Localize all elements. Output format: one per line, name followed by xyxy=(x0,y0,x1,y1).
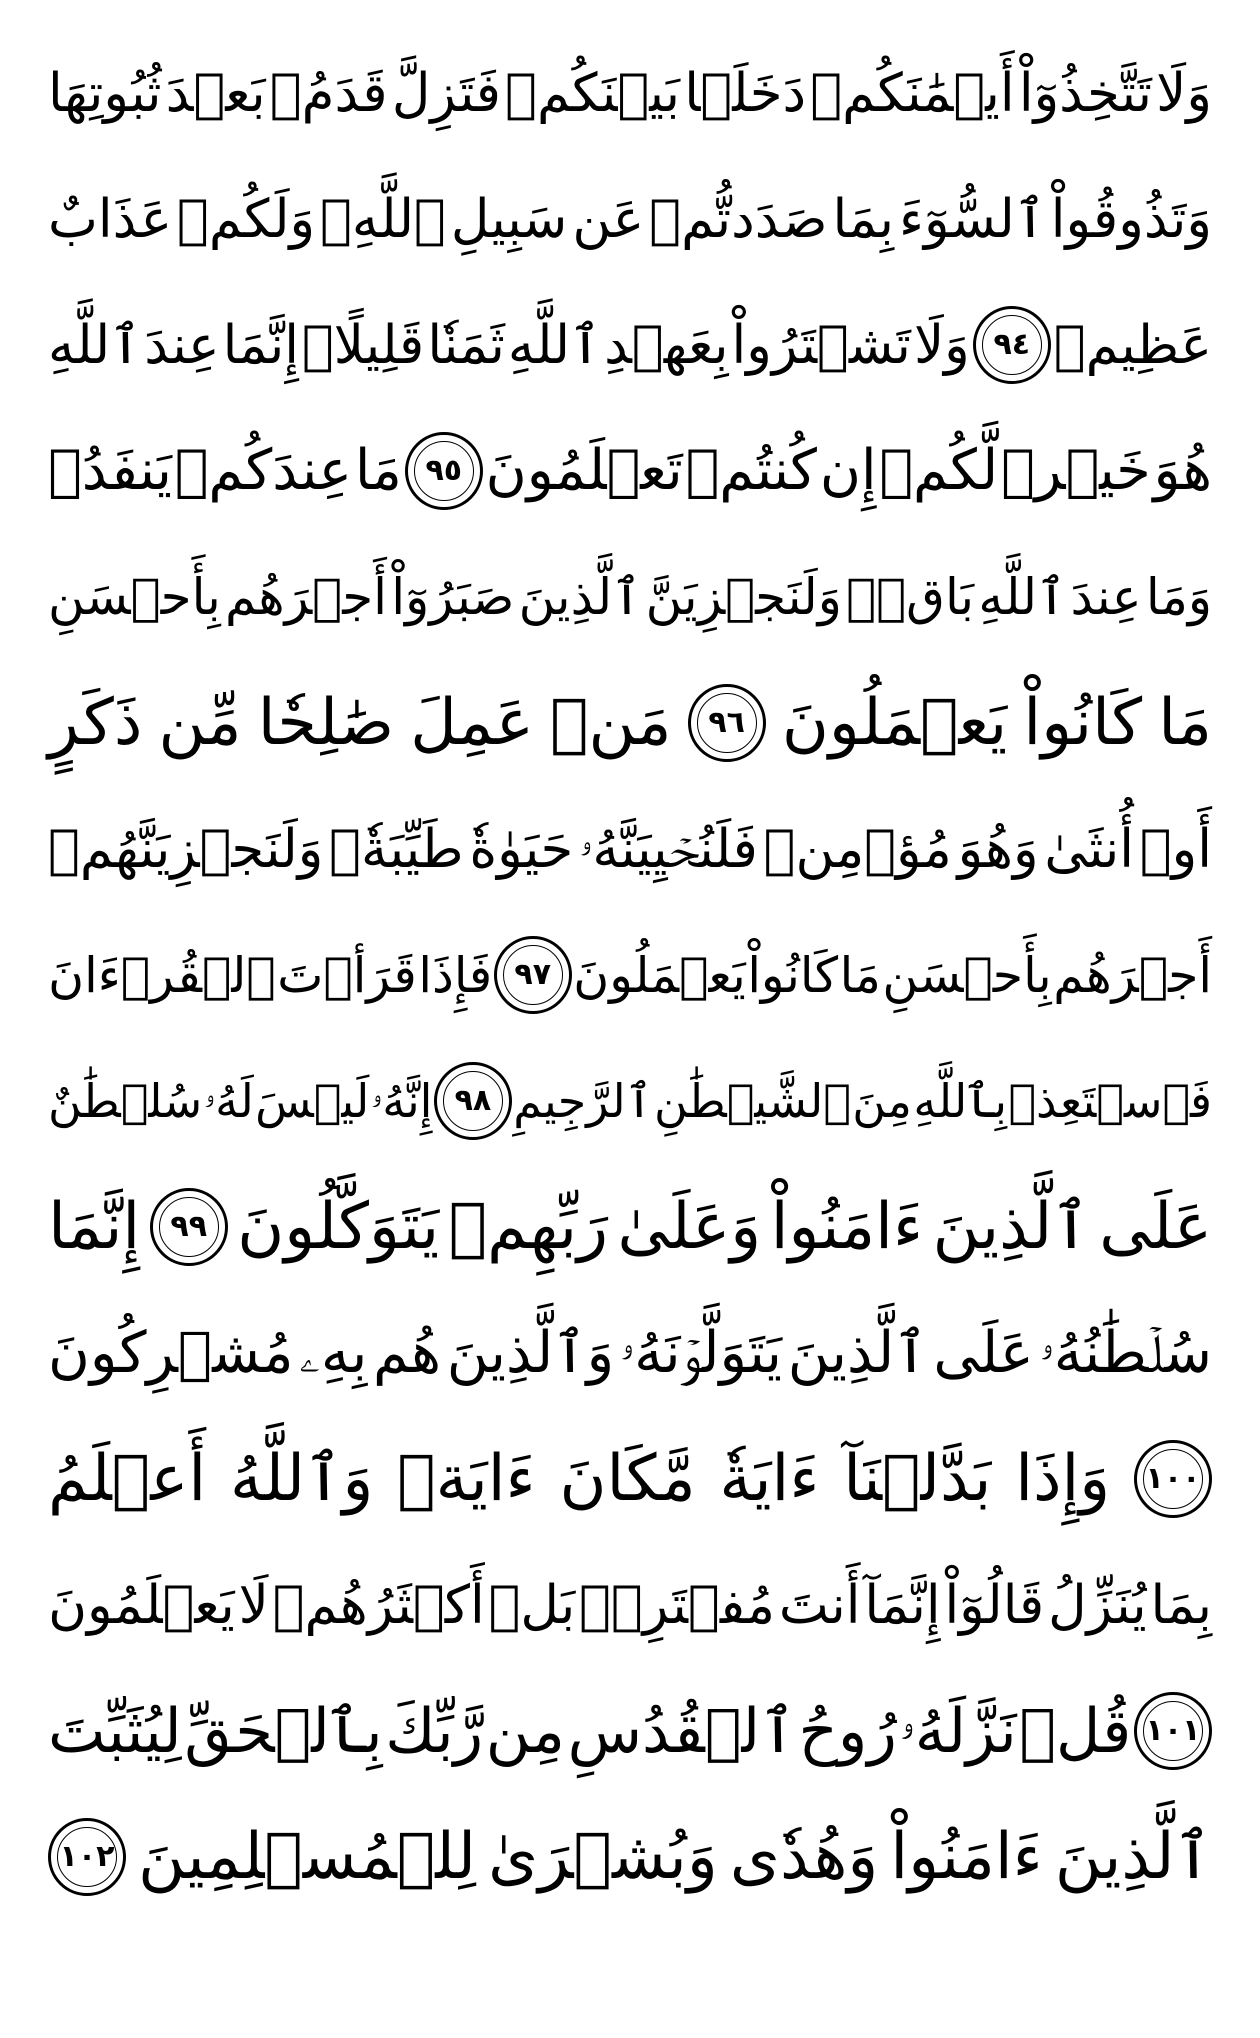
word: بِٱلۡحَقِّ xyxy=(184,1695,383,1767)
word: ثُبُوتِهَا xyxy=(48,62,162,124)
ayah-number-marker: ٩٥ xyxy=(405,432,483,510)
word: ٱلرَّجِيمِ xyxy=(513,1074,653,1128)
word: أُنثَىٰ xyxy=(1044,818,1135,880)
word: بِٱللَّهِ xyxy=(913,1074,1008,1128)
word: لِلۡمُسۡلِمِينَ xyxy=(138,1820,476,1894)
word: صَٰلِحٗا xyxy=(257,686,395,760)
word: بَيۡنَكُمۡ xyxy=(505,62,681,124)
word: يَعۡلَمُونَ xyxy=(48,1574,235,1636)
ayah-number-marker: ١٠١ xyxy=(1134,1692,1212,1770)
word: مُؤۡمِنٞ xyxy=(763,818,952,880)
word: ٱلشَّيۡطَٰنِ xyxy=(653,1074,851,1128)
text-line xyxy=(48,1542,1212,1668)
word: أَجۡرَهُم xyxy=(224,568,387,626)
word: بَلۡ xyxy=(488,1574,576,1636)
word: ٱلَّذِينَ xyxy=(1054,1820,1212,1894)
word: سُلۡطَٰنٌ xyxy=(48,1074,203,1128)
word: ٱلَّذِينَ xyxy=(932,1190,1090,1264)
ayah-number-marker: ٩٨ xyxy=(434,1062,512,1140)
word: لِيُثَبِّتَ xyxy=(48,1695,182,1767)
word: عَلَى xyxy=(1099,1190,1212,1264)
word: وَعَلَىٰ xyxy=(617,1190,762,1264)
word: سَبِيلِ xyxy=(450,188,568,250)
word: قَرَأۡتَ xyxy=(277,946,417,1004)
word: ٱلسُّوٓءَ xyxy=(899,188,1046,250)
word: مَنۡ xyxy=(550,686,672,760)
word: عَذَابٌ xyxy=(48,188,173,250)
ayah-number-marker: ٩٦ xyxy=(688,684,766,762)
word: قَدَمُۢ xyxy=(269,62,388,124)
word: بَعۡدَ xyxy=(165,62,266,124)
word: لَيۡسَ xyxy=(255,1074,370,1128)
word: أَكۡثَرُهُمۡ xyxy=(272,1574,485,1636)
word: قَلِيلًاۚ xyxy=(301,314,425,376)
word: عِندَ xyxy=(1070,568,1142,626)
text-line xyxy=(48,30,1212,156)
ayah-number-marker: ١٠٠ xyxy=(1134,1440,1212,1518)
word: دَخَلَۢا xyxy=(684,62,807,124)
word: حَيَوٰةٗ xyxy=(469,818,574,880)
word: ءَامَنُواْ xyxy=(770,1190,924,1264)
text-line xyxy=(48,660,1212,786)
word: فَتَزِلَّ xyxy=(391,62,501,124)
text-line xyxy=(48,1290,1212,1416)
word: وَٱلَّذِينَ xyxy=(446,1319,615,1386)
word: ذَكَرٍ xyxy=(48,686,143,760)
text-line xyxy=(48,1038,1212,1164)
word: وَٱللَّهُ xyxy=(230,1442,374,1516)
text-line xyxy=(48,408,1212,534)
word: بِمَا xyxy=(832,188,895,250)
word: تَعۡلَمُونَ xyxy=(485,438,683,503)
word: وَلَنَجۡزِيَنَّ xyxy=(645,568,842,626)
word: صَبَرُوٓاْ xyxy=(391,568,515,626)
word: لَّكُمۡ xyxy=(879,438,999,503)
word: أَنتَ xyxy=(778,1574,861,1636)
word: مِن xyxy=(485,1695,565,1767)
word: فَإِذَا xyxy=(418,946,493,1004)
word: يَعۡمَلُونَ xyxy=(781,686,1008,760)
word: بِعَهۡدِ xyxy=(604,314,729,376)
text-line xyxy=(48,156,1212,282)
ayah-number-marker: ٩٧ xyxy=(494,936,572,1014)
word: تَشۡتَرُواْ xyxy=(731,314,911,376)
word: وَبُشۡرَىٰ xyxy=(488,1820,718,1894)
word: وَهُوَ xyxy=(957,818,1039,880)
word: إِنَّمَآ xyxy=(864,1574,941,1636)
word: عَن xyxy=(572,188,645,250)
word: وَتَذُوقُواْ xyxy=(1050,188,1212,250)
word: صَدَدتُّمۡ xyxy=(649,188,828,250)
word: ٱلۡقُرۡءَانَ xyxy=(48,946,276,1004)
word: إِن xyxy=(819,438,877,503)
word: ٱلَّذِينَ xyxy=(787,1319,928,1386)
word: يُنَزِّلُ xyxy=(1048,1574,1147,1636)
word: كَانُواْ xyxy=(1023,686,1143,760)
text-line xyxy=(48,1668,1212,1794)
word: عَظِيمٞ xyxy=(1053,314,1212,376)
word: مُشۡرِكُونَ xyxy=(48,1319,294,1386)
word: مَا xyxy=(1158,686,1212,760)
ayah-number-marker: ١٠٢ xyxy=(48,1818,126,1896)
text-line xyxy=(48,282,1212,408)
word: مِّن xyxy=(158,686,242,760)
word: ثَمَنٗا xyxy=(427,314,505,376)
word: هُم xyxy=(373,1319,442,1386)
word: رَبِّهِمۡ xyxy=(448,1190,608,1264)
word: قَالُوٓاْ xyxy=(944,1574,1045,1636)
word: ٱللَّهِ xyxy=(48,314,142,376)
word: وَلَا xyxy=(913,314,970,376)
word: سُلۡطَٰنُهُۥ xyxy=(1039,1319,1212,1386)
word: ٱللَّهِ xyxy=(507,314,602,376)
ayah-number-marker: ٩٩ xyxy=(150,1188,228,1266)
word: لَهُۥ xyxy=(203,1074,254,1128)
word: إِنَّمَا xyxy=(48,1190,141,1264)
word: بَاقٖۗ xyxy=(846,568,975,626)
word: ٱلۡقُدُسِ xyxy=(567,1695,796,1767)
word: وَهُدٗى xyxy=(729,1820,879,1894)
word: عِندَكُمۡ xyxy=(174,438,352,503)
word: وَمَا xyxy=(1145,568,1212,626)
word: بِهِۦ xyxy=(299,1319,368,1386)
word: وَلَكُمۡ xyxy=(177,188,316,250)
text-line xyxy=(48,534,1212,660)
word: فَلَنُحۡيِيَنَّهُۥ xyxy=(579,818,758,880)
word: يَعۡمَلُونَ xyxy=(573,946,746,1004)
word: بَدَّلۡنَآ xyxy=(843,1442,992,1516)
word: بِأَحۡسَنِ xyxy=(48,568,221,626)
word: لَا xyxy=(238,1574,269,1636)
word: نَزَّلَهُۥ xyxy=(899,1695,1017,1767)
word: أَعۡلَمُ xyxy=(48,1442,207,1516)
word: ءَايَةٗ xyxy=(719,1442,820,1516)
word: بِأَحۡسَنِ xyxy=(882,946,1052,1004)
word: مَا xyxy=(839,946,881,1004)
word: طَيِّبَةٗۖ xyxy=(329,818,464,880)
word: يَتَوَلَّوۡنَهُۥ xyxy=(619,1319,783,1386)
text-line xyxy=(48,912,1212,1038)
text-line xyxy=(48,1416,1212,1542)
word: ٱللَّهِۖ xyxy=(320,188,446,250)
word: عِندَ xyxy=(144,314,220,376)
word: مِنَ xyxy=(852,1074,912,1128)
word: ءَامَنُواْ xyxy=(890,1820,1043,1894)
word: هُوَ xyxy=(1153,438,1212,503)
word: كُنتُمۡ xyxy=(685,438,817,503)
word: وَلَا xyxy=(1156,62,1212,124)
word: ٱللَّهِ xyxy=(978,568,1067,626)
word: كَانُواْ xyxy=(747,946,839,1004)
ayah-number-marker: ٩٤ xyxy=(973,306,1051,384)
word: ٱلَّذِينَ xyxy=(518,568,642,626)
word: مَا xyxy=(354,438,402,503)
word: مُفۡتَرِۭۚ xyxy=(579,1574,776,1636)
text-line xyxy=(48,786,1212,912)
word: عَلَى xyxy=(933,1319,1034,1386)
word: بِمَا xyxy=(1150,1574,1212,1636)
word: إِنَّمَا xyxy=(222,314,299,376)
word: ءَايَةٖ xyxy=(397,1442,536,1516)
word: أَوۡ xyxy=(1139,818,1212,880)
word: خَيۡرٞ xyxy=(1001,438,1151,503)
word: يَتَوَكَّلُونَ xyxy=(237,1190,440,1264)
word: مَّكَانَ xyxy=(559,1442,696,1516)
word: تَتَّخِذُوٓاْ xyxy=(1018,62,1152,124)
word: أَجۡرَهُم xyxy=(1053,946,1212,1004)
word: رَّبِّكَ xyxy=(385,1695,484,1767)
word: قُلۡ xyxy=(1019,1695,1132,1767)
word: وَإِذَا xyxy=(1015,1442,1111,1516)
word: إِنَّهُۥ xyxy=(370,1074,433,1128)
word: فَٱسۡتَعِذۡ xyxy=(1008,1074,1212,1128)
word: عَمِلَ xyxy=(410,686,534,760)
word: وَلَنَجۡزِيَنَّهُمۡ xyxy=(48,818,324,880)
word: أَيۡمَٰنَكُمۡ xyxy=(810,62,1015,124)
text-line xyxy=(48,1794,1212,1920)
word: يَنفَدُۖ xyxy=(48,438,172,503)
word: رُوحُ xyxy=(798,1695,897,1767)
text-line xyxy=(48,1164,1212,1290)
